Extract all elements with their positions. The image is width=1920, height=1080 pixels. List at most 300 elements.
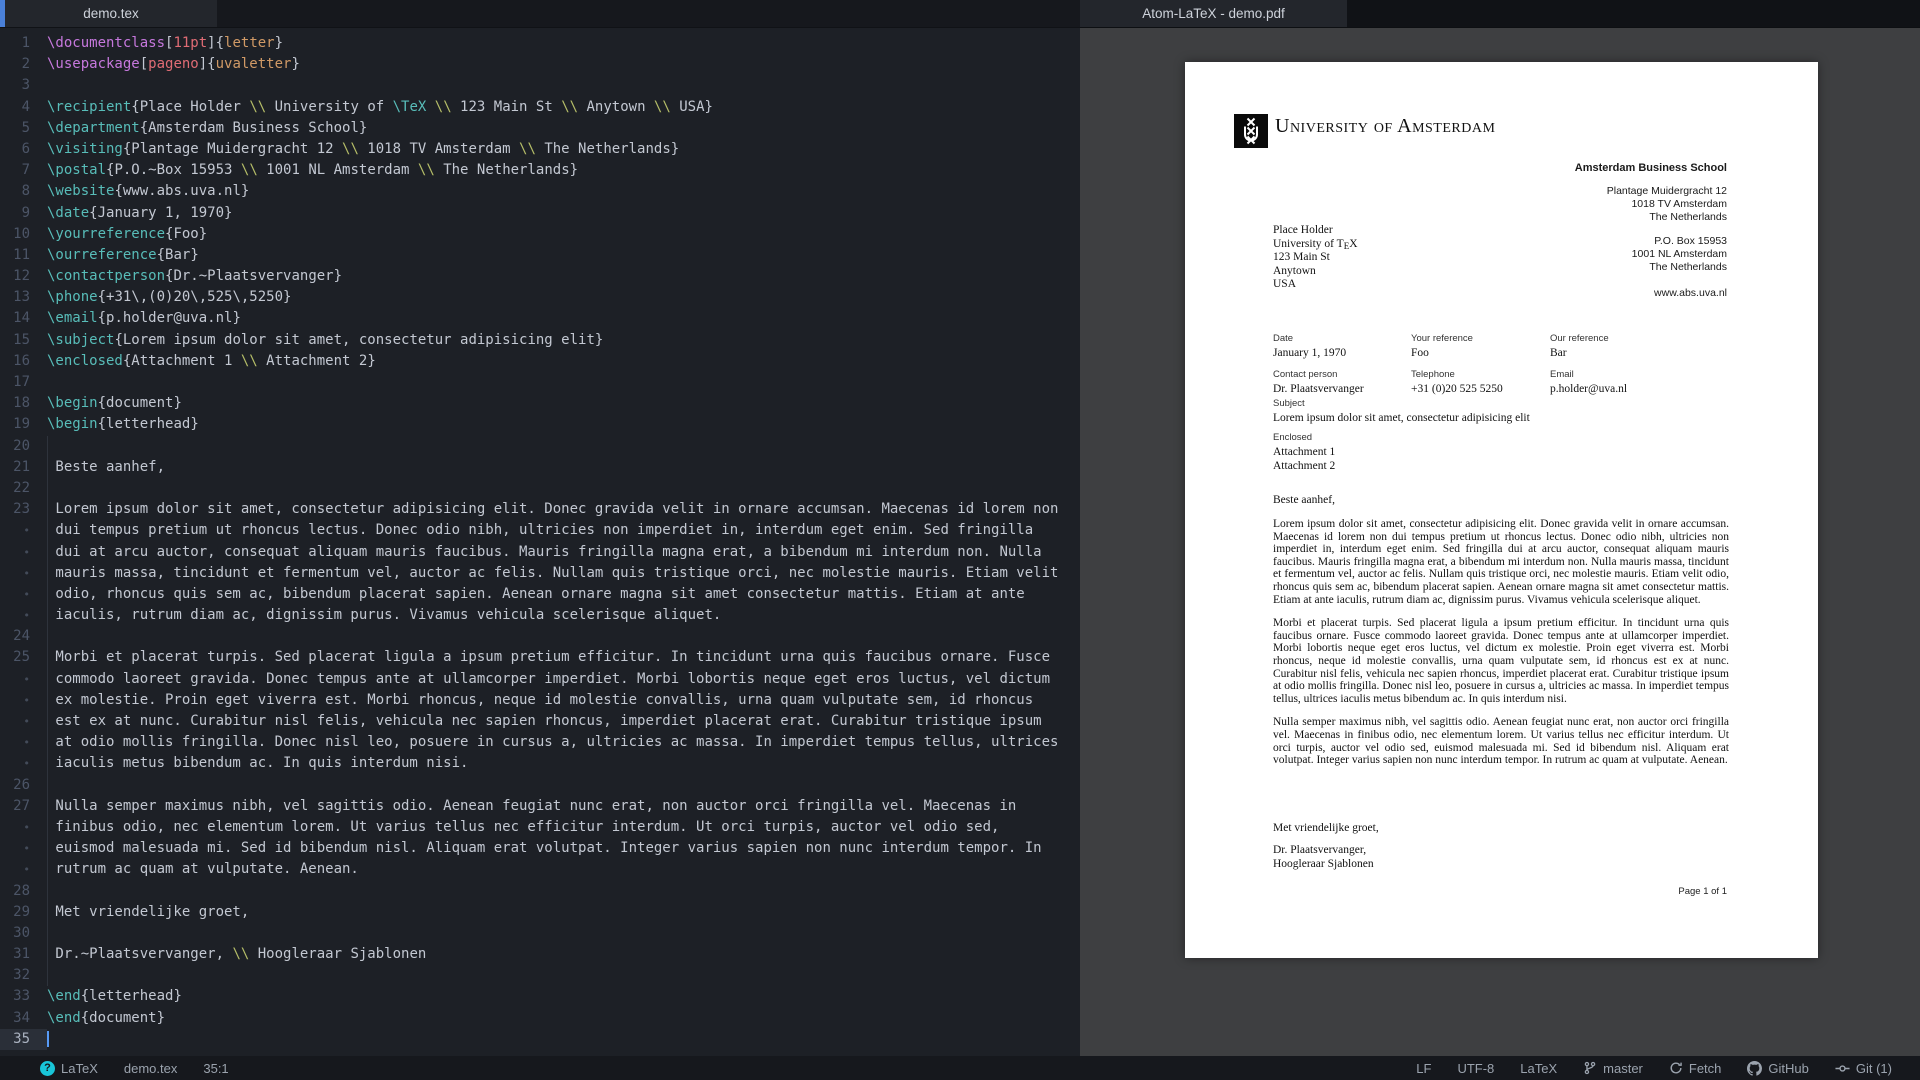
code-token: { <box>122 140 132 157</box>
indent-guide <box>47 711 48 732</box>
code-row[interactable] <box>0 859 1080 880</box>
line-number: 23 <box>13 501 30 518</box>
code-token: { <box>89 204 98 221</box>
code-token: } <box>274 35 284 51</box>
code-token: ]{ <box>198 56 216 73</box>
code-row[interactable] <box>0 478 1080 499</box>
code-row[interactable] <box>0 881 1080 902</box>
code-token: January 1, 1970 <box>97 204 225 221</box>
code-line <box>47 944 1080 965</box>
code-line <box>47 965 1080 986</box>
indent-guide <box>47 520 48 541</box>
indent-guide <box>47 775 48 796</box>
code-row[interactable] <box>0 139 1080 160</box>
line-number: 7 <box>21 162 30 179</box>
code-row[interactable] <box>0 563 1080 584</box>
line-number: 12 <box>13 268 30 285</box>
code-token: Nulla semper maximus nibh, vel sagittis odio. Aenean feugiat nunc erat, non auctor orci fringilla vel. Maecenas in <box>47 797 1017 814</box>
code-token: mauris massa, tincidunt et fermentum vel, auctor ac felis. Nullam quis tristique orci, nec molestie mauris. Etiam velit <box>47 564 1059 581</box>
line-number: 3 <box>21 77 30 94</box>
recipient-line: Place Holder <box>1273 224 1333 236</box>
code-token: \yourreference <box>47 225 166 242</box>
recipient-block <box>1273 224 1358 292</box>
code-line <box>47 669 1080 690</box>
line-number: • <box>23 736 30 750</box>
code-token: \\ <box>417 162 435 179</box>
indent-guide <box>47 563 48 584</box>
enclosed-block <box>1273 432 1335 473</box>
code-line <box>47 817 1080 838</box>
code-token: Attachment 1 <box>131 352 241 369</box>
code-row[interactable] <box>0 414 1080 435</box>
indent-guide <box>47 923 48 944</box>
line-number: • <box>23 672 30 686</box>
line-number: • <box>23 715 30 728</box>
code-row[interactable] <box>0 54 1080 75</box>
line-number: • <box>23 609 30 623</box>
line-number: 32 <box>13 967 30 984</box>
line-number: • <box>23 545 30 559</box>
address-line: 1001 NL Amsterdam <box>1631 248 1727 261</box>
line-number: 16 <box>13 352 30 369</box>
code-token: \begin <box>47 395 98 412</box>
website: www.abs.uva.nl <box>1654 286 1727 299</box>
code-line <box>47 838 1080 859</box>
code-token: } <box>240 183 250 200</box>
line-number: 10 <box>13 225 30 242</box>
code-token: 123 Main St <box>451 98 562 115</box>
code-row[interactable] <box>0 372 1080 393</box>
line-number: 25 <box>13 649 30 666</box>
code-token: } <box>367 352 376 369</box>
code-row[interactable] <box>0 245 1080 266</box>
status-label: LaTeX <box>61 1060 98 1076</box>
tab-demo-pdf[interactable] <box>1080 0 1347 27</box>
code-token: \\ <box>434 98 452 115</box>
indent-guide <box>47 436 48 457</box>
line-number: • <box>23 842 30 856</box>
code-row[interactable] <box>0 775 1080 796</box>
code-row[interactable] <box>0 97 1080 118</box>
line-number: 9 <box>21 204 30 221</box>
code-line <box>47 351 1080 372</box>
code-token: letterhead <box>89 988 174 1005</box>
code-token: Attachment 2 <box>257 352 368 369</box>
reference-cell <box>1550 333 1729 359</box>
code-row[interactable] <box>0 393 1080 414</box>
code-token: +31\,(0)20\,525\,5250 <box>106 289 284 306</box>
letter-body <box>1273 518 1729 778</box>
code-token: Dr.~Plaatsvervanger, <box>47 946 233 963</box>
subject-block <box>1273 398 1530 424</box>
reference-cell <box>1411 333 1550 359</box>
code-token: Dr.~Plaatsvervanger <box>173 268 334 285</box>
code-token: iaculis metus bibendum ac. In quis interdum nisi. <box>47 755 469 772</box>
code-row[interactable] <box>0 986 1080 1007</box>
tab-title: Atom-LaTeX - demo.pdf <box>1142 6 1285 21</box>
enclosed-line: Attachment 1 <box>1273 446 1336 458</box>
code-row[interactable] <box>0 542 1080 563</box>
reference-cell <box>1273 369 1411 395</box>
body-paragraph: Nulla semper maximus nibh, vel sagittis odio. Aenean feugiat nunc erat, non auctor orci fringilla vel. Maecenas in finibus odio, nec elementum lorem. Ut varius tellus nec efficitur interdum. Ut orci turpis, auctor vel odio sed, euismod malesuada mi. Sed id bibendum nisl. Aliquam erat volutpat. Integer varius sapien non nunc interdum tempor. In rutrum ac quam at vulputate. Aenean. <box>1273 716 1729 767</box>
reference-value: +31 (0)20 525 5250 <box>1411 383 1503 395</box>
code-token: { <box>156 246 166 263</box>
pdf-preview-pane[interactable] <box>1080 0 1920 1056</box>
git-commit-icon <box>1835 1061 1850 1076</box>
code-line <box>47 711 1080 732</box>
subject-value: Lorem ipsum dolor sit amet, consectetur adipisicing elit <box>1273 412 1530 424</box>
indent-guide <box>47 838 48 859</box>
code-line <box>47 266 1080 287</box>
code-row[interactable] <box>0 923 1080 944</box>
code-token: } <box>190 246 199 263</box>
code-row[interactable] <box>0 605 1080 626</box>
code-token: Hoogleraar Sjablonen <box>249 946 427 963</box>
code-row[interactable] <box>0 266 1080 287</box>
code-row[interactable] <box>0 1029 1080 1050</box>
indent-guide <box>47 499 48 520</box>
line-number: 26 <box>13 776 30 793</box>
line-number: • <box>23 566 30 580</box>
reference-label: Contact person <box>1273 369 1338 380</box>
code-row[interactable] <box>0 732 1080 753</box>
status-bar <box>0 1056 1920 1080</box>
code-line <box>47 499 1080 520</box>
code-line <box>47 902 1080 923</box>
enclosed-items <box>1273 446 1335 473</box>
code-line <box>47 75 1080 96</box>
code-row[interactable] <box>0 499 1080 520</box>
code-token: } <box>670 140 680 157</box>
code-row[interactable] <box>0 224 1080 245</box>
code-row[interactable] <box>0 457 1080 478</box>
code-row[interactable] <box>0 287 1080 308</box>
git-branch-icon <box>1583 1061 1597 1075</box>
code-token: Anytown <box>578 98 654 115</box>
line-number: • <box>23 693 30 707</box>
code-token: } <box>173 988 182 1005</box>
status-item[interactable] <box>1416 1061 1431 1076</box>
code-token: { <box>122 352 132 369</box>
indent-guide <box>47 626 48 647</box>
reference-value: Bar <box>1550 347 1567 359</box>
code-row[interactable] <box>0 902 1080 923</box>
indent-guide <box>47 817 48 838</box>
indent-guide <box>47 542 48 563</box>
code-line <box>47 330 1080 351</box>
editor-rows[interactable] <box>0 28 1080 1056</box>
tab-title: demo.tex <box>83 6 139 21</box>
code-token: { <box>97 289 107 306</box>
line-number: 24 <box>13 628 30 645</box>
status-item[interactable] <box>1747 1061 1808 1076</box>
code-row[interactable] <box>0 944 1080 965</box>
closing-line: Met vriendelijke groet, <box>1273 822 1379 834</box>
reference-value: Foo <box>1411 347 1429 359</box>
code-token: \\ <box>240 352 258 369</box>
code-row[interactable] <box>0 520 1080 541</box>
code-row[interactable] <box>0 626 1080 647</box>
status-label: demo.tex <box>123 1060 178 1076</box>
address-line: The Netherlands <box>1649 210 1727 223</box>
reference-cell <box>1550 369 1729 395</box>
code-line <box>47 118 1080 139</box>
status-item[interactable] <box>1835 1061 1892 1076</box>
code-token: \subject <box>47 331 115 348</box>
reference-label: Email <box>1550 369 1574 380</box>
indent-guide <box>47 669 48 690</box>
code-line <box>47 753 1080 774</box>
line-number: 6 <box>21 140 30 157</box>
reference-label: Your reference <box>1411 333 1473 344</box>
tab-demo-tex[interactable] <box>5 0 217 27</box>
code-token: The Netherlands <box>434 162 570 179</box>
code-line <box>47 224 1080 245</box>
code-token: { <box>80 1009 90 1026</box>
indent-guide <box>47 605 48 626</box>
code-line <box>47 520 1080 541</box>
status-item[interactable] <box>1669 1061 1722 1076</box>
code-token: at odio mollis fringilla. Donec nisl leo, posuere in cursus a, ultricies ac massa. In imperdiet tempus tellus, ultrices <box>47 734 1059 751</box>
code-token: { <box>139 119 149 136</box>
code-row[interactable] <box>0 690 1080 711</box>
status-item[interactable] <box>1583 1061 1643 1076</box>
code-token: { <box>165 268 174 285</box>
signature-line: Hoogleraar Sjablonen <box>1273 857 1374 870</box>
code-token: \recipient <box>47 98 132 115</box>
code-row[interactable] <box>0 647 1080 668</box>
code-token: \website <box>47 183 115 200</box>
code-token: \phone <box>47 289 98 306</box>
body-paragraph: Morbi et placerat turpis. Sed placerat ligula a ipsum pretium efficitur. In tincidunt urna quis faucibus ornare. Fusce commodo laoreet gravida. Donec tempus ante at ullamcorper imperdiet. Morbi lobortis neque eget eros luctus, vel dictum ex molestie. Proin eget viverra est. Morbi rhoncus, neque id molestie convallis, urna quam vulputate sem, id rhoncus est ex at nunc. Curabitur nisl felis, vehicula nec sapien rhoncus, imperdiet placerat erat. Curabitur tristique ipsum at odio mollis fringilla. Donec nisl leo, posuere in cursus a, ultricies ac massa. In imperdiet tempus tellus, ultrices iaculis metus bibendum ac. In quis interdum nisi. <box>1273 617 1729 705</box>
status-item[interactable] <box>1520 1061 1557 1076</box>
code-line <box>47 181 1080 202</box>
code-row[interactable] <box>0 181 1080 202</box>
code-row[interactable] <box>0 160 1080 181</box>
address-line: 1018 TV Amsterdam <box>1631 197 1727 210</box>
indent-guide <box>47 944 48 965</box>
sync-icon <box>1669 1061 1683 1075</box>
code-token: ex molestie. Proin eget viverra est. Morbi rhoncus, neque id molestie convallis, urna quam vulputate sem, id rhoncus <box>47 691 1034 708</box>
signature-line: Dr. Plaatsvervanger, <box>1273 844 1367 856</box>
code-row[interactable] <box>0 330 1080 351</box>
code-token: dui at arcu auctor, consequat aliquam mauris faucibus. Mauris fringilla magna erat, a bibendum mi interdum non. Nulla <box>47 543 1042 560</box>
code-token: euismod malesuada mi. Sed id bibendum nisl. Aliquam erat volutpat. Integer varius sapien non nunc interdum tempor. In <box>47 840 1042 857</box>
reference-value: January 1, 1970 <box>1273 347 1347 359</box>
code-token: Foo <box>173 225 199 242</box>
code-token <box>426 99 434 115</box>
reference-value: p.holder@uva.nl <box>1550 383 1628 395</box>
line-number: • <box>23 524 30 538</box>
line-number: 4 <box>21 98 30 115</box>
code-line <box>47 414 1080 435</box>
line-number: • <box>23 820 30 834</box>
reference-label: Date <box>1273 333 1294 344</box>
status-label: GitHub <box>1768 1060 1809 1076</box>
help-icon: ? <box>40 1061 55 1076</box>
code-row[interactable] <box>0 351 1080 372</box>
code-token: rutrum ac quam at vulputate. Aenean. <box>47 861 359 878</box>
indent-guide <box>47 902 48 923</box>
enclosed-label: Enclosed <box>1273 432 1313 443</box>
code-token: \\ <box>653 98 671 115</box>
code-row[interactable] <box>0 203 1080 224</box>
status-label: LaTeX <box>1520 1060 1558 1076</box>
code-token: ]{ <box>207 35 225 51</box>
code-token: finibus odio, nec elementum lorem. Ut varius tellus nec efficitur interdum. Ut orci turpis, auctor vel odio sed, <box>47 818 1000 835</box>
code-token: letterhead <box>106 416 191 433</box>
status-label: LF <box>1416 1060 1432 1076</box>
code-row[interactable] <box>0 711 1080 732</box>
code-line <box>47 203 1080 224</box>
indent-guide <box>47 457 48 478</box>
salutation: Beste aanhef, <box>1273 494 1335 506</box>
code-row[interactable] <box>0 33 1080 54</box>
line-number: 20 <box>13 437 30 454</box>
code-row[interactable] <box>0 118 1080 139</box>
line-number: 5 <box>21 119 30 136</box>
subject-label: Subject <box>1273 398 1305 409</box>
reference-label: Our reference <box>1550 333 1609 344</box>
indent-guide <box>47 478 48 499</box>
line-number: 21 <box>13 458 30 475</box>
code-row[interactable] <box>0 308 1080 329</box>
line-number: 19 <box>13 416 30 433</box>
code-line <box>47 393 1080 414</box>
status-label: 35:1 <box>203 1060 229 1076</box>
code-token: \enclosed <box>47 352 123 369</box>
code-line <box>47 139 1080 160</box>
status-item[interactable] <box>1457 1061 1494 1076</box>
line-number: 30 <box>13 924 30 941</box>
line-number: • <box>23 863 30 877</box>
line-number: 22 <box>13 479 30 496</box>
code-token: est ex at nunc. Curabitur nisl felis, vehicula nec sapien rhoncus, imperdiet placerat erat. Curabitur tristique ipsum <box>47 713 1042 729</box>
code-token: \visiting <box>47 140 123 157</box>
code-token: } <box>224 204 233 221</box>
code-token: \documentclass <box>47 35 166 51</box>
code-token: Beste aanhef, <box>47 458 166 475</box>
code-token: P.O.~Box 15953 <box>114 162 241 179</box>
code-token: dui tempus pretium ut rhoncus lectus. Donec odio nibh, ultricies non imperdiet in, interdum eget enim. Sed fringilla <box>47 522 1034 539</box>
code-token: \\ <box>561 98 579 115</box>
code-row[interactable] <box>0 75 1080 96</box>
code-token: } <box>198 225 208 242</box>
line-number: 29 <box>13 903 30 920</box>
code-token: \postal <box>47 162 107 179</box>
code-token: Morbi et placerat turpis. Sed placerat ligula a ipsum pretium efficitur. In tincidunt urna quis faucibus ornare. Fusce <box>47 649 1051 666</box>
status-label: Git (1) <box>1855 1060 1892 1076</box>
code-token: } <box>291 56 300 73</box>
code-row[interactable] <box>0 584 1080 605</box>
letterhead-title: University of Amsterdam <box>1275 115 1496 137</box>
letterhead-address-block <box>1575 162 1727 299</box>
code-token: Met vriendelijke groet, <box>47 903 250 920</box>
status-item[interactable] <box>40 1061 98 1076</box>
code-line <box>47 54 1080 75</box>
page-number: Page 1 of 1 <box>1678 886 1727 897</box>
line-number: 15 <box>13 331 30 348</box>
code-line <box>47 605 1080 626</box>
code-row[interactable] <box>0 1008 1080 1029</box>
indent-guide <box>47 965 48 986</box>
code-token: } <box>156 1009 166 1026</box>
code-token: { <box>131 98 140 115</box>
uva-logo-icon <box>1234 114 1268 148</box>
line-number: 28 <box>13 882 30 899</box>
code-token: } <box>704 98 713 115</box>
text-cursor <box>47 1031 49 1047</box>
editor-tabbar <box>0 0 1080 28</box>
code-token: Amsterdam Business School <box>148 119 359 136</box>
code-token: Lorem ipsum dolor sit amet, consectetur adipisicing elit <box>122 331 595 348</box>
code-line <box>47 859 1080 880</box>
indent-guide <box>47 796 48 817</box>
code-line <box>47 33 1080 54</box>
code-line <box>47 97 1080 118</box>
code-row[interactable] <box>0 796 1080 817</box>
body-paragraph: Lorem ipsum dolor sit amet, consectetur adipisicing elit. Donec gravida velit in ornare accumsan. Maecenas id lorem non dui tempus pretium ut rhoncus lectus. Donec odio nibh, ultricies non imperdiet in, interdum eget enim. Sed fringilla dui at arcu auctor, consequat aliquam mauris faucibus. Mauris fringilla magna erat, a bibendum mi interdum non. Nulla mauris massa, tincidunt et fermentum vel, auctor ac felis. Nullam quis tristique orci, nec molestie mauris. Etiam velit odio, rhoncus quis sem ac, bibendum placerat sapien. Aenean ornare magna sit amet consectetur mattis. Etiam at ante iaculis, rutrum diam ac, dignissim purus. Vivamus vehicula scelerisque aliquet. <box>1273 518 1729 606</box>
code-token: \ourreference <box>47 246 157 263</box>
code-token: \contactperson <box>47 268 166 285</box>
code-line <box>47 923 1080 944</box>
code-line <box>47 881 1080 902</box>
tex-logo: E <box>1343 240 1350 251</box>
address-line: Plantage Muidergracht 12 <box>1606 185 1727 197</box>
code-line <box>47 287 1080 308</box>
visiting-address <box>1575 185 1727 223</box>
code-row[interactable] <box>0 436 1080 457</box>
code-line <box>47 647 1080 668</box>
line-number: 2 <box>21 56 30 73</box>
status-label: master <box>1603 1060 1643 1076</box>
status-label: UTF-8 <box>1457 1060 1495 1076</box>
address-line: The Netherlands <box>1649 260 1727 273</box>
code-row[interactable] <box>0 817 1080 838</box>
code-line <box>47 436 1080 457</box>
code-token: { <box>114 183 123 200</box>
line-number: • <box>23 587 30 601</box>
code-token: } <box>569 162 579 179</box>
indent-guide <box>47 647 48 668</box>
status-right <box>1416 1061 1920 1076</box>
code-token: } <box>173 395 182 412</box>
code-token: p.holder@uva.nl <box>106 310 233 327</box>
code-line <box>47 563 1080 584</box>
code-token: commodo laoreet gravida. Donec tempus ante at ullamcorper imperdiet. Morbi lobortis neque eget eros luctus, vel dictum <box>47 670 1051 687</box>
code-token: } <box>190 416 199 433</box>
recipient-line: Anytown <box>1273 264 1316 277</box>
code-token: The Netherlands <box>535 140 671 157</box>
code-token: \\ <box>519 140 536 157</box>
code-token: \usepackage <box>47 56 140 73</box>
code-token: pageno <box>148 56 199 73</box>
status-item[interactable] <box>124 1061 177 1076</box>
code-token: \begin <box>47 416 98 433</box>
code-token: \end <box>47 988 81 1005</box>
code-line <box>47 1029 1080 1050</box>
code-row[interactable] <box>0 669 1080 690</box>
recipient-line: University of TEX <box>1273 238 1358 252</box>
code-row[interactable] <box>0 965 1080 986</box>
code-token: } <box>333 268 343 285</box>
status-item[interactable] <box>203 1061 228 1076</box>
code-row[interactable] <box>0 838 1080 859</box>
code-line <box>47 245 1080 266</box>
line-number: 33 <box>13 988 30 1005</box>
code-row[interactable] <box>0 753 1080 774</box>
code-token: Lorem ipsum dolor sit amet, consectetur adipisicing elit. Donec gravida velit in ornare accumsan. Maecenas id lorem non <box>47 501 1059 518</box>
